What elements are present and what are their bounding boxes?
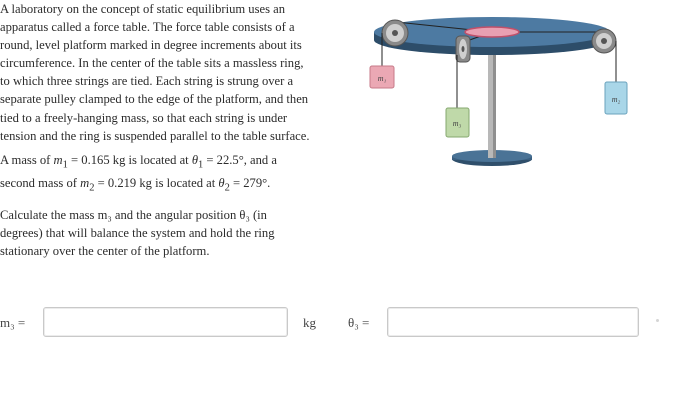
m3-unit: kg: [303, 315, 316, 330]
intro-line: round, level platform marked in degree increments about its: [0, 38, 302, 53]
intro-line: to which three strings are tied. Each string is strung over a: [0, 74, 294, 89]
task-line: degrees) that will balance the system and hold the ring: [0, 226, 275, 241]
theta3-unit-degree-icon: [656, 319, 659, 322]
mass-symbol: m: [53, 152, 63, 167]
task-line: Calculate the mass m₃ and the angular position θ₃ (in: [0, 207, 267, 222]
problem-task: [0, 206, 330, 260]
problem-statement: [0, 0, 330, 260]
intro-line: tied to a freely-hanging mass, so that each string is under: [0, 110, 288, 125]
given-text: second mass of: [0, 176, 81, 191]
theta3-input[interactable]: [387, 307, 639, 337]
given-text: = 22.5°, and a: [203, 152, 277, 167]
pulley-2: [592, 29, 616, 53]
pulley-3: [456, 36, 470, 62]
given-text: A mass of: [0, 152, 54, 167]
angle-subscript: 1: [198, 159, 204, 171]
intro-line: A laboratory on the concept of static equilibrium uses an: [0, 2, 286, 16]
mass-3-label: m₃: [452, 119, 462, 128]
m3-label: m₃ =: [0, 315, 26, 330]
mass-symbol: m: [80, 176, 90, 191]
intro-line: tension and the ring is suspended parallel to the table surface.: [0, 128, 310, 143]
mass-subscript: 2: [89, 182, 95, 194]
center-ring: [465, 27, 519, 37]
intro-line: circumference. In the center of the table sits a massless ring,: [0, 56, 304, 71]
force-table-figure: [360, 0, 700, 180]
m3-input[interactable]: [43, 307, 288, 337]
intro-line: separate pulley clamped to the edge of the platform, and then: [0, 92, 309, 107]
given-text: = 279°.: [229, 176, 271, 191]
angle-symbol: θ: [191, 152, 198, 167]
given-text: = 0.165 kg is located at: [67, 152, 192, 167]
pulley-1: [382, 20, 408, 46]
problem-intro: [0, 0, 330, 145]
angle-symbol: θ: [218, 176, 225, 191]
problem-given: [0, 151, 330, 198]
table-post-shade: [493, 40, 496, 158]
task-line: stationary over the center of the platform.: [0, 244, 210, 259]
angle-subscript: 2: [224, 182, 230, 194]
intro-line: apparatus called a force table. The force table consists of a: [0, 20, 295, 35]
mass-2-label: m₂: [611, 95, 621, 104]
answer-row: [0, 300, 700, 344]
given-text: = 0.219 kg is located at: [94, 176, 219, 191]
mass-subscript: 1: [62, 159, 68, 171]
theta3-label: θ₃ =: [348, 315, 370, 330]
mass-1-label: m₁: [377, 74, 387, 83]
